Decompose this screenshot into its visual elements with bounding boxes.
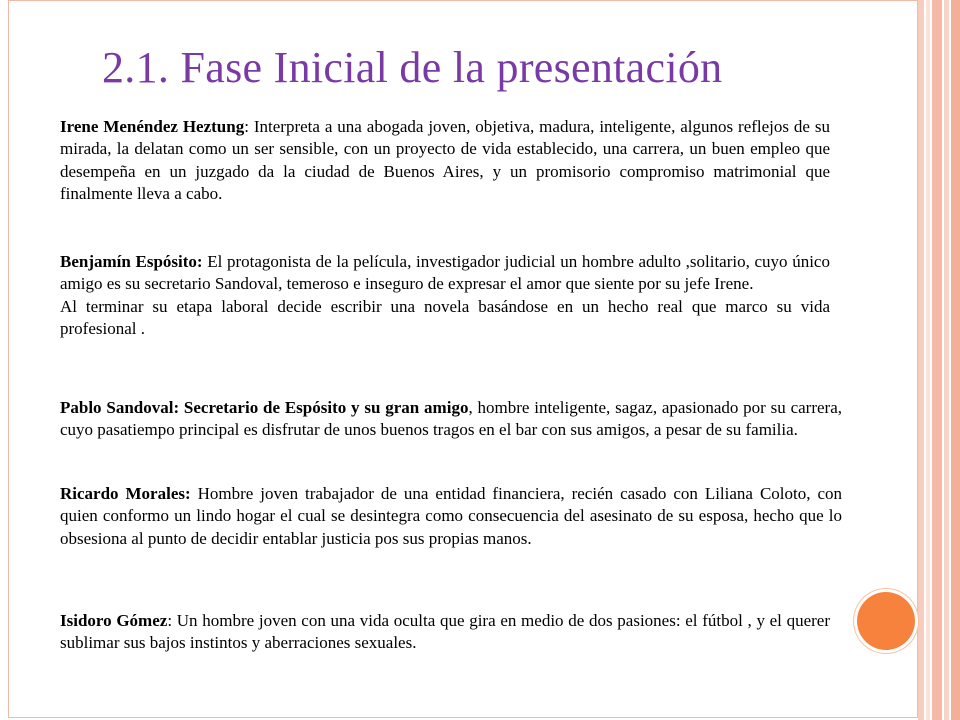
- paragraph-ricardo: [60, 483, 842, 550]
- character-name: Benjamín Espósito:: [60, 252, 203, 271]
- decor-stripe: [918, 0, 924, 720]
- character-description: Un hombre joven con una vida oculta que gira en medio de dos pasiones: el fútbol , y el querer sublimar sus bajos instintos y aberraciones sexuales.: [60, 611, 831, 653]
- paragraph-irene: Irene Menéndez Heztung: Interpreta a una abogada joven, objetiva, madura, inteligente, algunos reflejos de su mirada, la delatan como un ser sensible, con un proyecto de vida establecido, una carrera, un buen empleo que desempeña en un juzgado da la ciudad de Buenos Aires, y un promisorio compromiso matrimonial que finalmente lleva a cabo.: [60, 117, 831, 204]
- decor-stripe: [944, 0, 949, 720]
- character-description: Hombre joven trabajador de una entidad financiera, recién casado con Liliana Coloto, con quien conformo un lindo hogar el cual se desintegra como consecuencia del asesinato de su esposa, hecho que lo obsesiona al punto de decidir entablar justicia pos sus propias manos.: [60, 484, 842, 548]
- character-description: El protagonista de la película, investigador judicial un hombre adulto ,solitario, cuyo único amigo es su secretario Sandoval, temeroso e inseguro de expresar el amor que siente por su jefe Irene.: [60, 252, 830, 294]
- character-description: Interpreta a una abogada joven, objetiva, madura, inteligente, algunos reflejos de su mirada, la delatan como un ser sensible, con un proyecto de vida establecido, una carrera, un buen empleo que desempeña en un juzgado da la ciudad de Buenos Aires, y un promisorio compromiso matrimonial que finalmente lleva a cabo.: [60, 117, 831, 204]
- character-description: , hombre inteligente, sagaz, apasionado por su carrera, cuyo pasatiempo principal es disfrutar de unos buenos tragos en el bar con sus amigos, a pesar de su familia.: [60, 398, 842, 440]
- character-name: Ricardo Morales:: [60, 484, 191, 503]
- decor-orange-circle: [857, 592, 915, 650]
- character-name: Isidoro Gómez: [60, 611, 168, 630]
- decor-stripe: [926, 0, 930, 720]
- paragraph-benjamin: [60, 251, 830, 341]
- paragraph-isidoro: Isidoro Gómez: Un hombre joven con una vida oculta que gira en medio de dos pasiones: el fútbol , y el querer sublimar sus bajos instintos y aberraciones sexuales.: [60, 611, 831, 653]
- character-name: Irene Menéndez Heztung: [60, 117, 245, 136]
- decor-stripe: [951, 0, 960, 720]
- decor-stripe: [932, 0, 942, 720]
- character-description-extra: Al terminar su etapa laboral decide escribir una novela basándose en un hecho real que marco su vida profesional .: [60, 296, 830, 339]
- character-name: Pablo Sandoval: Secretario de Espósito y su gran amigo: [60, 398, 469, 417]
- paragraph-pablo: [60, 397, 842, 442]
- slide-title: 2.1. Fase Inicial de la presentación: [102, 43, 723, 92]
